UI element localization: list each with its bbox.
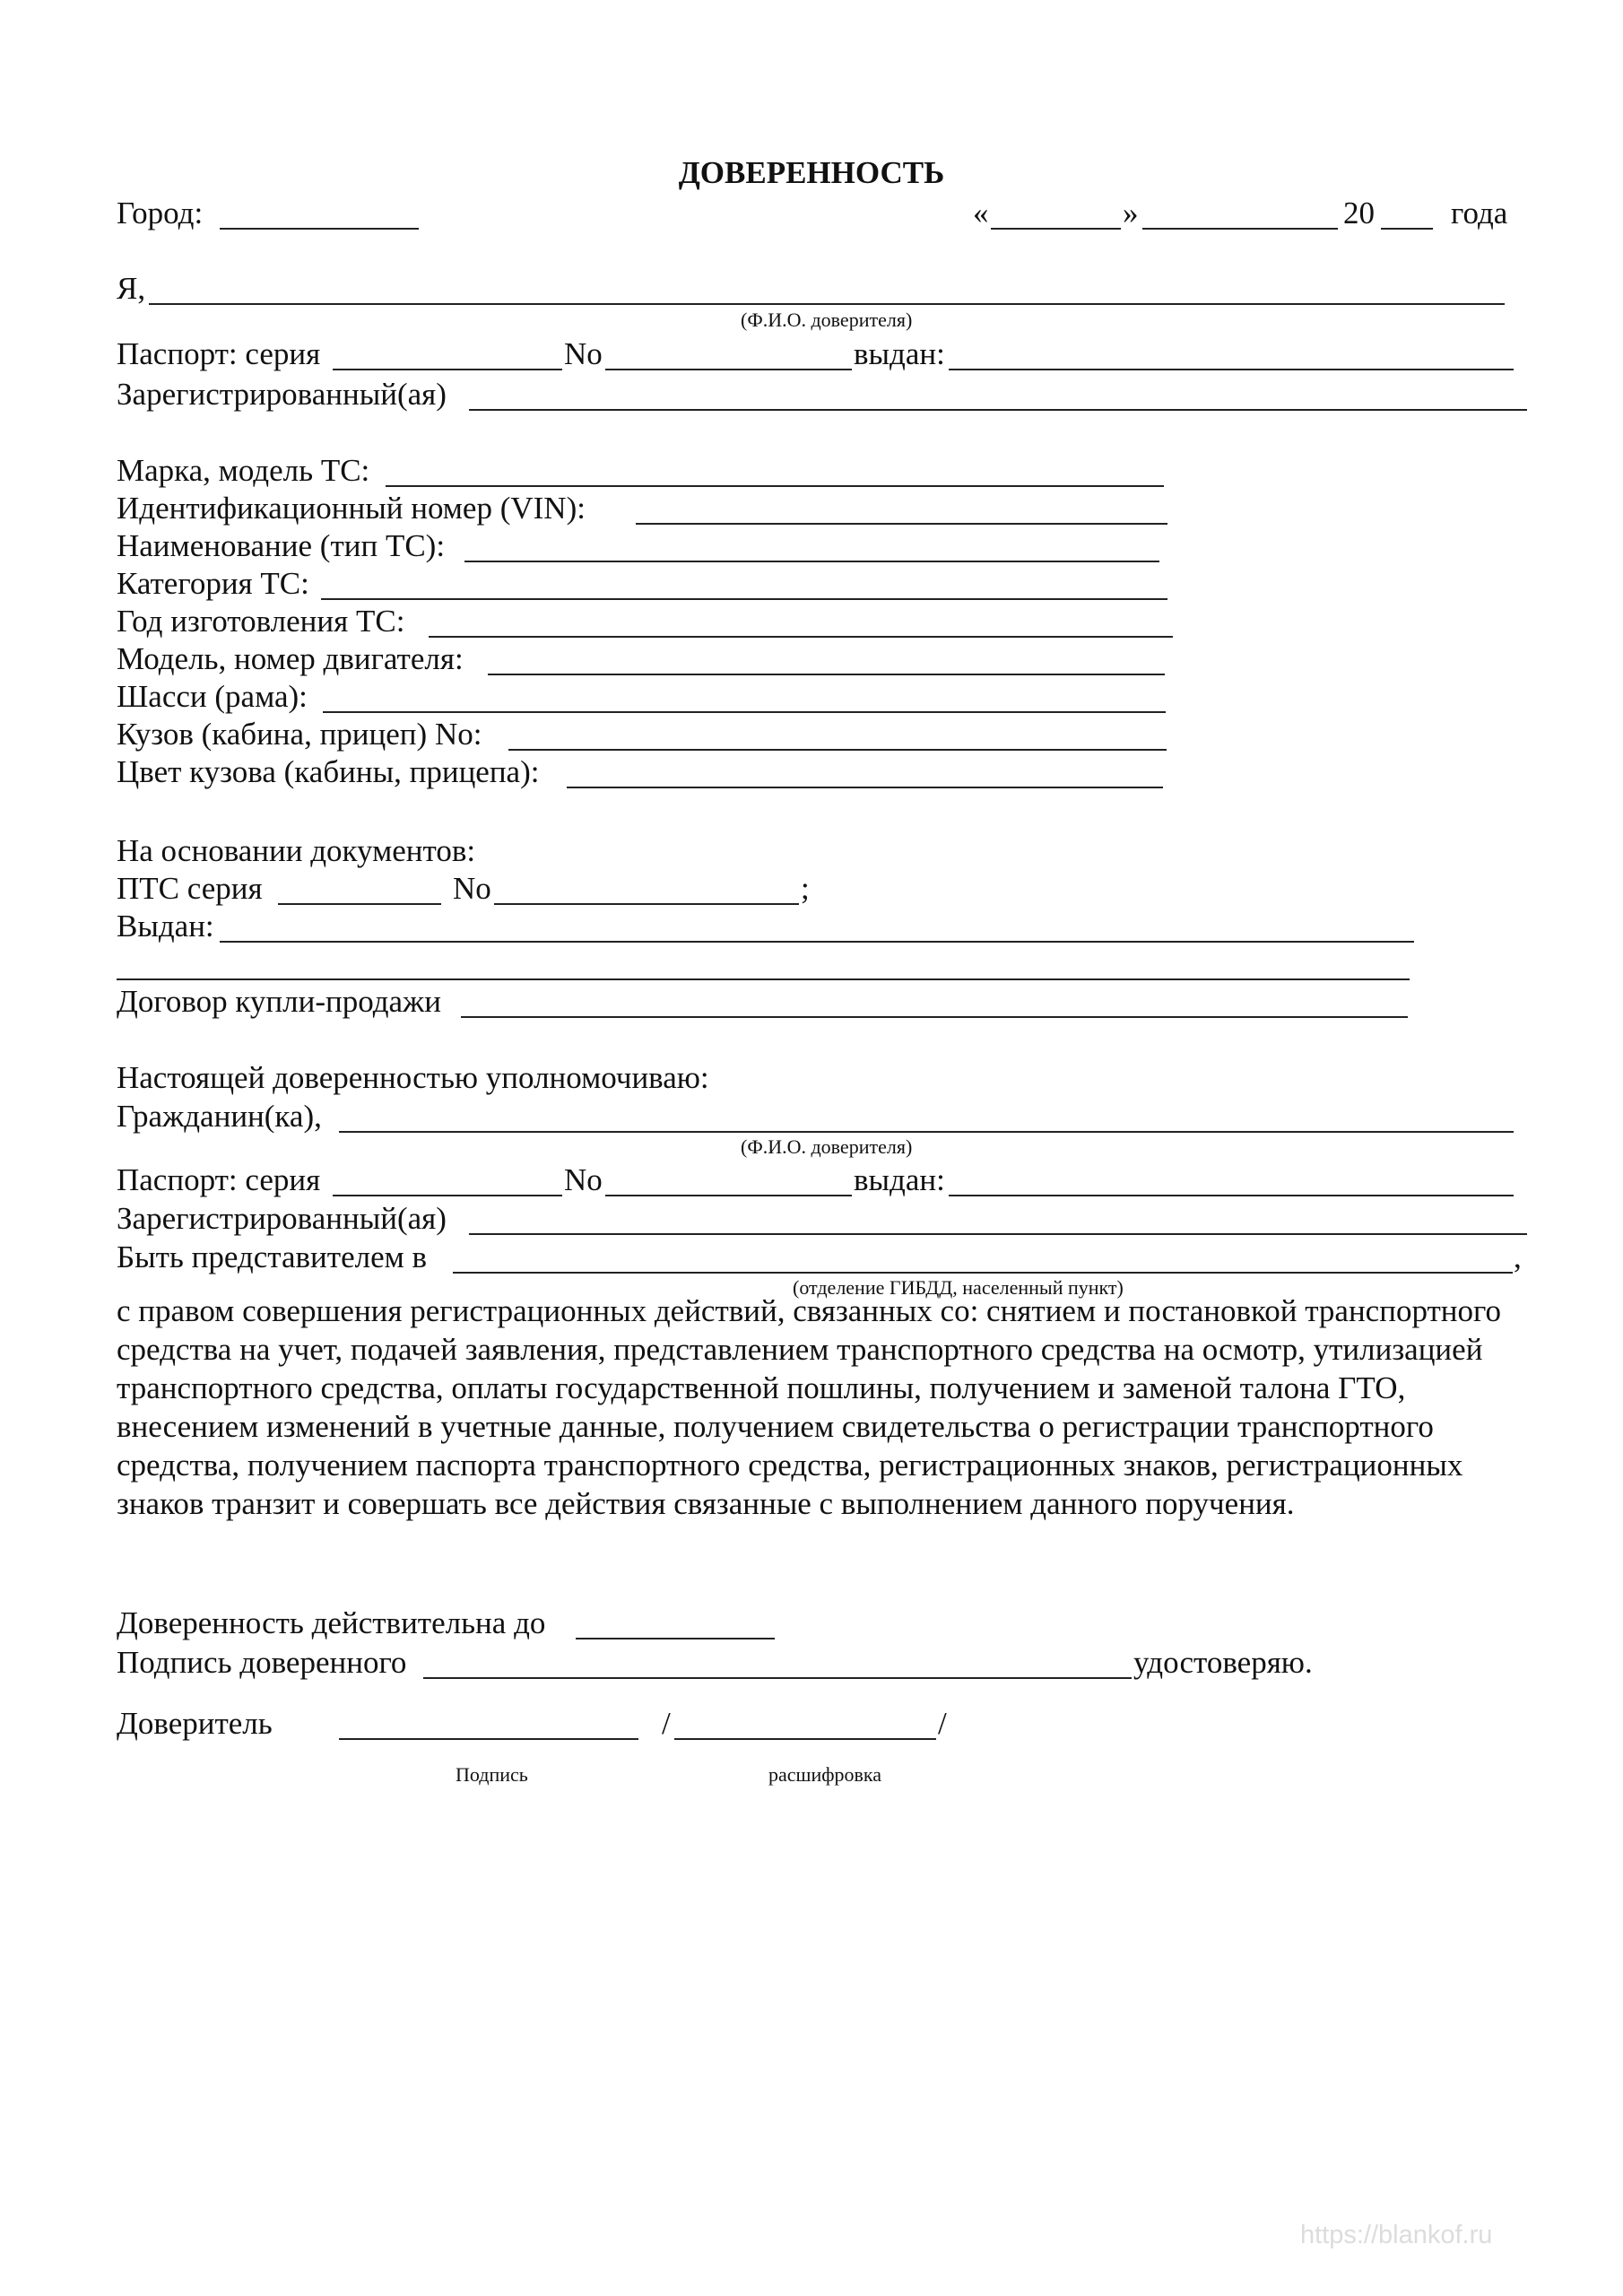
contract-label: Договор купли-продажи — [117, 984, 441, 1019]
date-quote-open: « — [973, 196, 989, 230]
vehicle-color-label: Цвет кузова (кабины, прицепа): — [117, 754, 540, 789]
vehicle-vin-field[interactable] — [636, 523, 1167, 525]
attorney-passport-label: Паспорт: серия — [117, 1162, 321, 1197]
slash-close: / — [938, 1706, 947, 1741]
citizen-fio-caption: (Ф.И.О. доверителя) — [741, 1135, 913, 1158]
represent-comma: , — [1514, 1239, 1522, 1274]
attorney-signature-field[interactable] — [423, 1677, 1132, 1679]
attorney-issued-label: выдан: — [854, 1162, 945, 1197]
valid-until-label: Доверенность действительна до — [117, 1605, 546, 1640]
year-suffix: года — [1451, 196, 1508, 230]
principal-registered-label: Зарегистрированный(ая) — [117, 377, 447, 412]
city-label: Город: — [117, 196, 204, 230]
vehicle-body-label: Кузов (кабина, прицеп) No: — [117, 717, 482, 752]
attorney-number-label: No — [564, 1162, 603, 1197]
attorney-passport-number-field[interactable] — [605, 1195, 852, 1196]
sign-caption: Подпись — [456, 1763, 528, 1786]
citizen-label: Гражданин(ка), — [117, 1099, 322, 1134]
contract-field[interactable] — [461, 1016, 1408, 1018]
year-field[interactable] — [1381, 228, 1433, 230]
vehicle-body-field[interactable] — [508, 749, 1167, 751]
vehicle-make-model-field[interactable] — [386, 485, 1164, 487]
document-title: ДОВЕРЕННОСТЬ — [678, 155, 945, 190]
decode-caption: расшифровка — [768, 1763, 882, 1786]
date-month-field[interactable] — [1142, 228, 1338, 230]
pts-number-field[interactable] — [494, 903, 799, 905]
vehicle-engine-field[interactable] — [488, 674, 1165, 675]
rights-paragraph: с правом совершения регистрационных действий, связанных со: снятием и постановкой транспортного средства на учет, подачей заявления, представлением транспортного средства на осмотр, утилизацией транспортного средства, оплаты государственной пошлины, получением и заменой талона ГТО, внесением изменений в учетные данные, получением свидетельства о регистрации транспортного средства, получением паспорта транспортного средства, регистрационных знаков, регистрационных знаков транзит и совершать все действия связанные с выполнением данного поручения. — [117, 1293, 1501, 1521]
city-field[interactable] — [220, 228, 419, 230]
vehicle-category-label: Категория ТС: — [117, 566, 309, 601]
attorney-signature-label: Подпись доверенного — [117, 1645, 407, 1680]
pts-series-label: ПТС серия — [117, 871, 263, 906]
attorney-issued-field[interactable] — [949, 1195, 1514, 1196]
vehicle-year-label: Год изготовления ТС: — [117, 604, 405, 639]
vehicle-type-label: Наименование (тип ТС): — [117, 528, 446, 563]
slash-open: / — [662, 1706, 671, 1741]
principal-fio-caption: (Ф.И.О. доверителя) — [741, 309, 913, 331]
pts-semicolon: ; — [801, 871, 810, 906]
documents-issued-field[interactable] — [220, 941, 1414, 943]
pts-number-label: No — [453, 871, 491, 906]
principal-i-label: Я, — [117, 271, 146, 306]
vehicle-color-field[interactable] — [567, 787, 1163, 788]
vehicle-chassis-field[interactable] — [323, 711, 1166, 713]
attorney-registered-field[interactable] — [469, 1233, 1527, 1235]
principal-passport-series-field[interactable] — [333, 369, 562, 370]
documents-issued-label: Выдан: — [117, 909, 214, 944]
documents-issued-field-line2[interactable] — [117, 978, 1410, 980]
principal-fio-field[interactable] — [149, 303, 1505, 305]
citizen-fio-field[interactable] — [339, 1131, 1514, 1133]
principal-name-decode-field[interactable] — [674, 1738, 936, 1740]
principal-passport-label: Паспорт: серия — [117, 336, 321, 371]
authorize-label: Настоящей доверенностью уполномочиваю: — [117, 1060, 709, 1095]
principal-footer-label: Доверитель — [117, 1706, 273, 1741]
principal-registered-field[interactable] — [469, 409, 1527, 411]
date-day-field[interactable] — [991, 228, 1121, 230]
principal-number-label: No — [564, 336, 603, 371]
vehicle-vin-label: Идентификационный номер (VIN): — [117, 491, 586, 526]
documents-basis-label: На основании документов: — [117, 833, 476, 868]
attorney-passport-series-field[interactable] — [333, 1195, 562, 1196]
watermark-url: https://blankof.ru — [1300, 2221, 1493, 2249]
vehicle-type-field[interactable] — [464, 561, 1159, 562]
vehicle-category-field[interactable] — [321, 598, 1167, 600]
date-quote-close: » — [1123, 196, 1139, 230]
certify-label: удостоверяю. — [1133, 1645, 1313, 1680]
principal-issued-field[interactable] — [949, 369, 1514, 370]
vehicle-year-field[interactable] — [429, 636, 1173, 638]
attorney-registered-label: Зарегистрированный(ая) — [117, 1201, 447, 1236]
year-prefix: 20 — [1343, 196, 1375, 230]
gibdd-caption: (отделение ГИБДД, населенный пункт) — [793, 1276, 1124, 1299]
vehicle-chassis-label: Шасси (рама): — [117, 679, 308, 714]
valid-until-field[interactable] — [576, 1638, 775, 1639]
represent-label: Быть представителем в — [117, 1239, 428, 1274]
principal-issued-label: выдан: — [854, 336, 945, 371]
pts-series-field[interactable] — [278, 903, 441, 905]
vehicle-make-model-label: Марка, модель ТС: — [117, 453, 370, 488]
principal-signature-field[interactable] — [339, 1738, 638, 1740]
principal-passport-number-field[interactable] — [605, 369, 852, 370]
represent-field[interactable] — [453, 1272, 1513, 1274]
vehicle-engine-label: Модель, номер двигателя: — [117, 641, 464, 676]
